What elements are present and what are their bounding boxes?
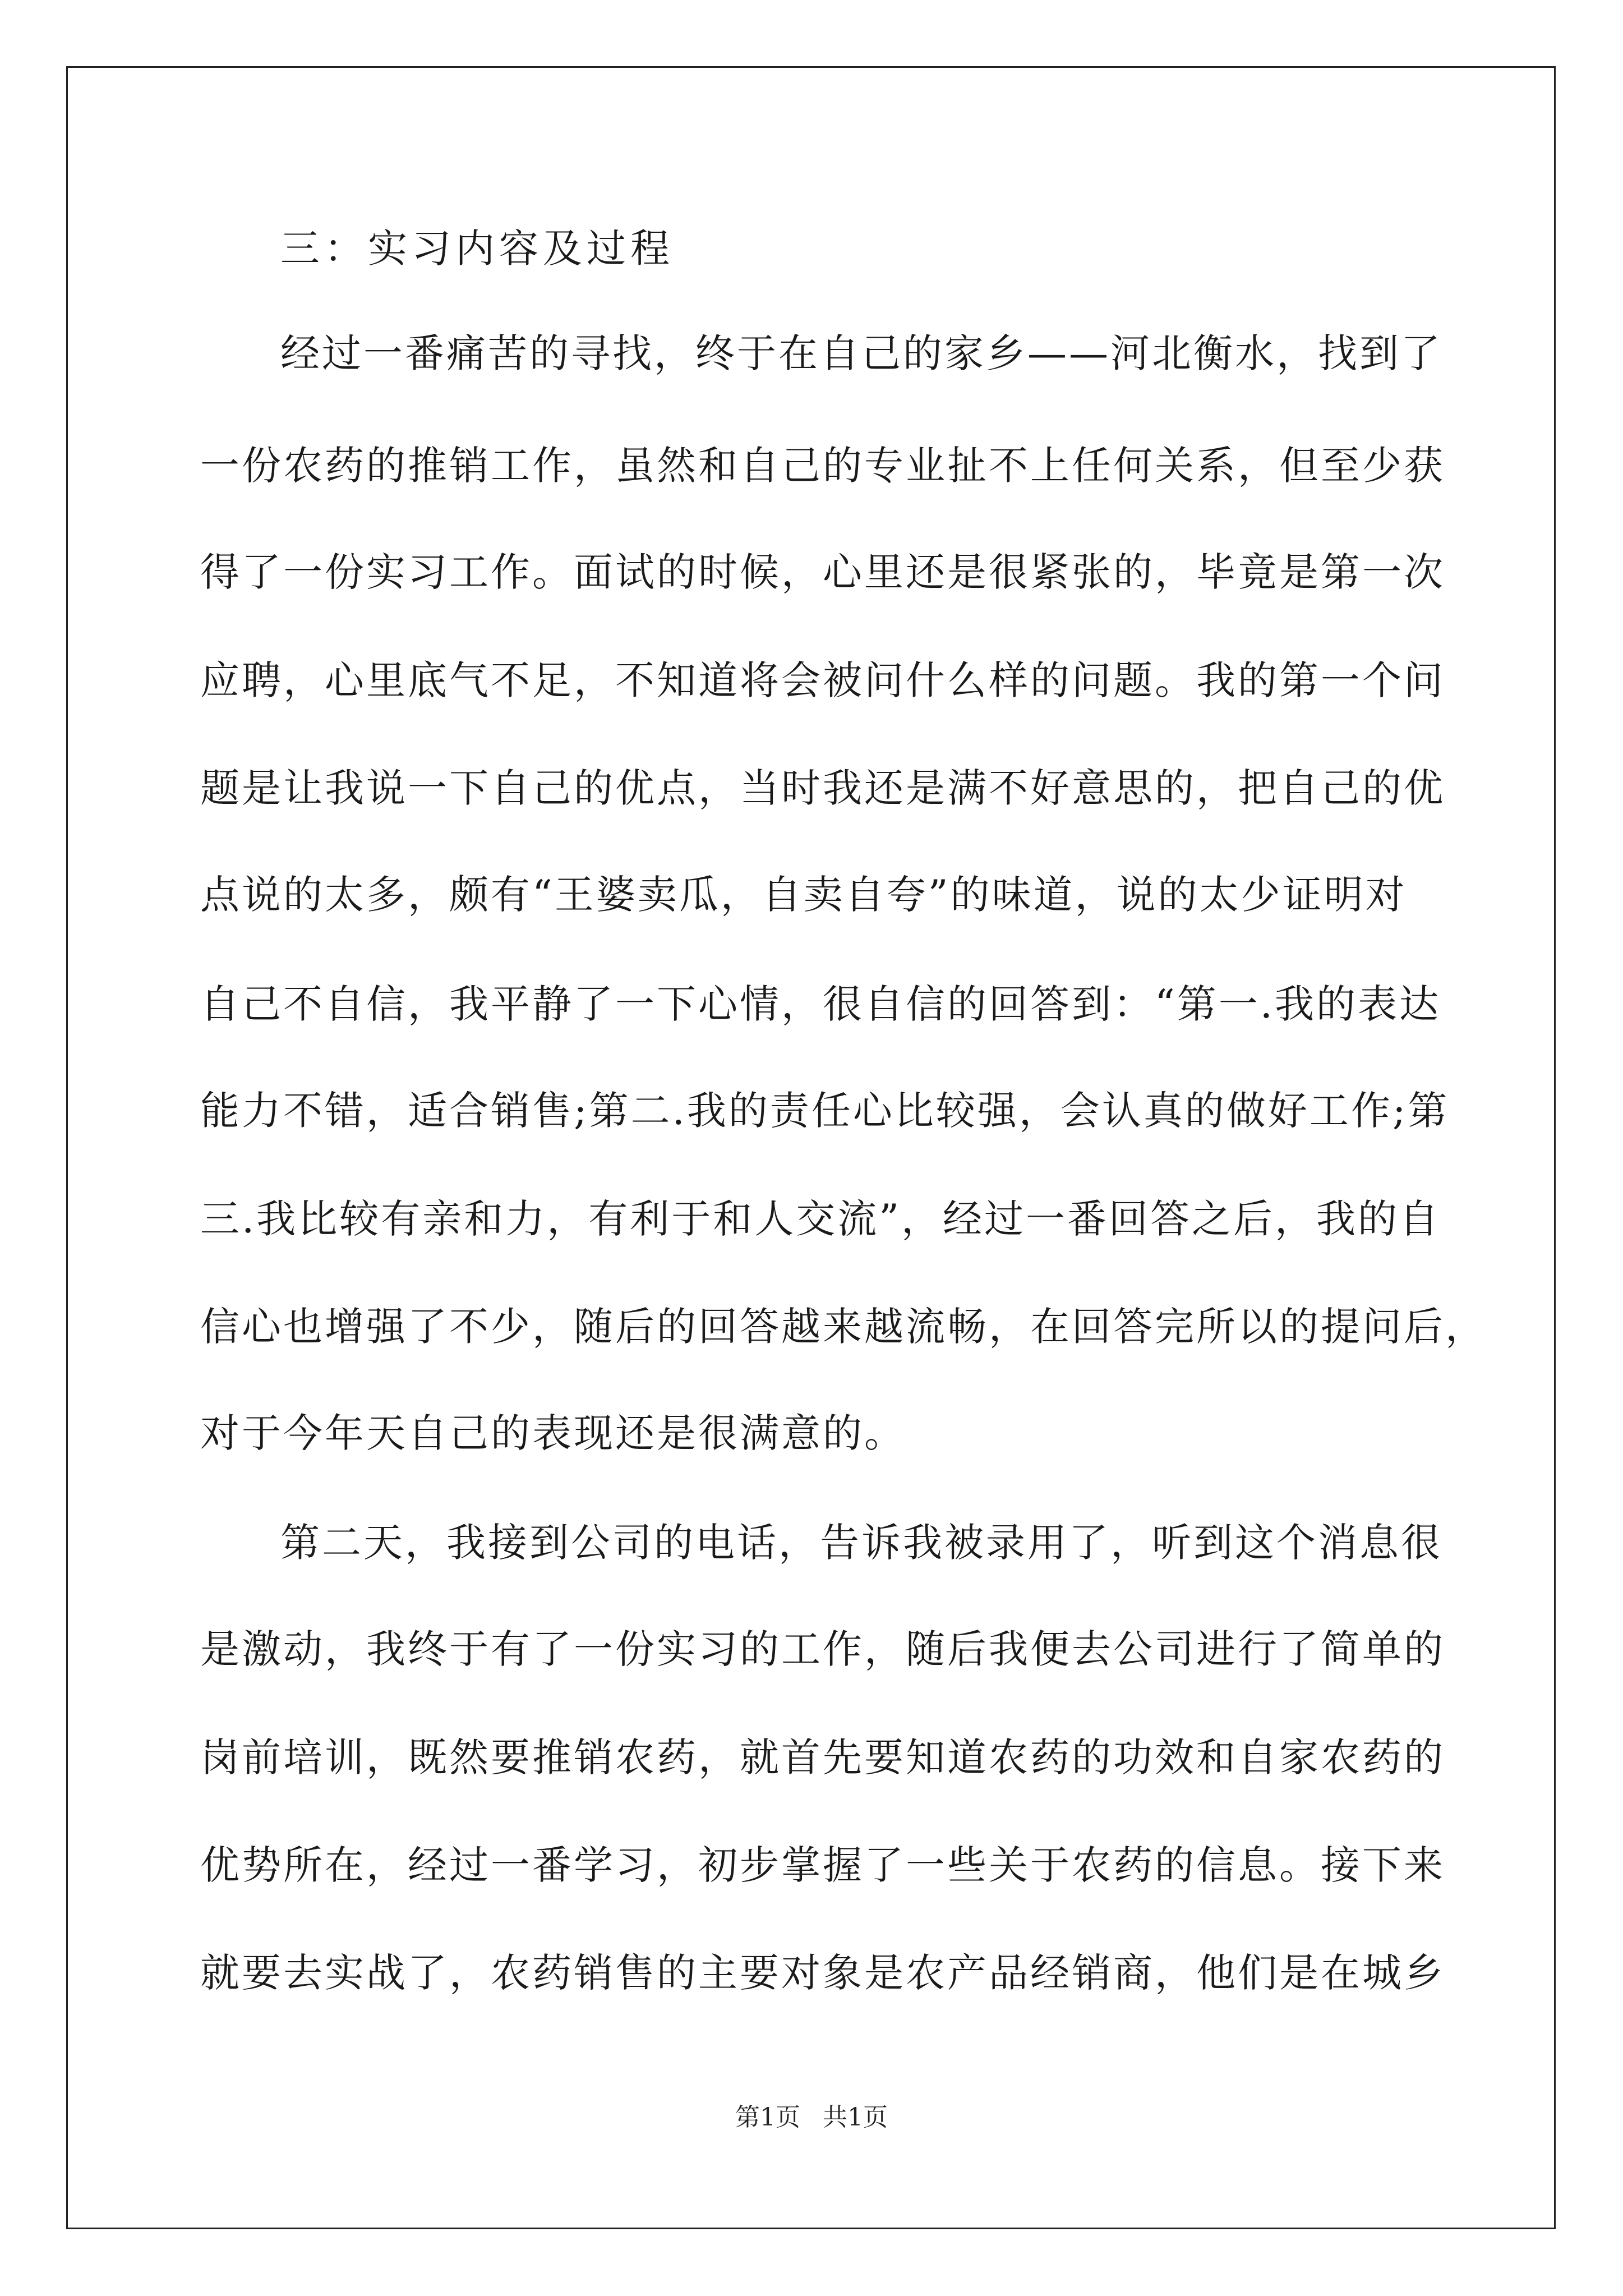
- paragraph-line: 自己不自信，我平静了一下心情，很自信的回答到：“第一.我的表达: [200, 981, 1441, 1027]
- paragraph-line: 一份农药的推销工作，虽然和自己的专业扯不上任何关系，但至少获: [200, 443, 1445, 489]
- paragraph-line: 就要去实战了，农药销售的主要对象是农产品经销商，他们是在城乡: [200, 1950, 1445, 1996]
- paragraph-line: 应聘，心里底气不足，不知道将会被问什么样的问题。我的第一个问: [200, 657, 1445, 703]
- page-border: [66, 66, 1556, 2229]
- paragraph-line: 优势所在，经过一番学习，初步掌握了一些关于农药的信息。接下来: [200, 1842, 1445, 1888]
- paragraph-line: 题是让我说一下自己的优点，当时我还是满不好意思的，把自己的优: [200, 765, 1445, 811]
- page-number: 第1页: [735, 2103, 800, 2132]
- paragraph-line: 信心也增强了不少，随后的回答越来越流畅，在回答完所以的提问后，: [200, 1304, 1487, 1350]
- paragraph-line: 能力不错，适合销售;第二.我的责任心比较强，会认真的做好工作;第: [200, 1088, 1450, 1134]
- paragraph-line: 岗前培训，既然要推销农药，就首先要知道农药的功效和自家农药的: [200, 1734, 1445, 1780]
- paragraph-line: 是激动，我终于有了一份实习的工作，随后我便去公司进行了简单的: [200, 1626, 1445, 1672]
- paragraph-line: 经过一番痛苦的寻找，终于在自己的家乡——河北衡水，找到了: [280, 330, 1442, 376]
- page-footer: [0, 2101, 1623, 2134]
- section-heading: 三：实习内容及过程: [280, 226, 674, 272]
- paragraph-line: 得了一份实习工作。面试的时候，心里还是很紧张的，毕竟是第一次: [200, 549, 1445, 595]
- paragraph-line: 点说的太多，颇有“王婆卖瓜，自卖自夸”的味道，说的太少证明对: [200, 872, 1407, 918]
- paragraph-line: 对于今年天自己的表现还是很满意的。: [200, 1410, 906, 1456]
- page-total: 共1页: [823, 2103, 888, 2132]
- paragraph-line: 三.我比较有亲和力，有利于和人交流”，经过一番回答之后，我的自: [200, 1196, 1441, 1242]
- paragraph-line: 第二天，我接到公司的电话，告诉我被录用了，听到这个消息很: [280, 1520, 1442, 1566]
